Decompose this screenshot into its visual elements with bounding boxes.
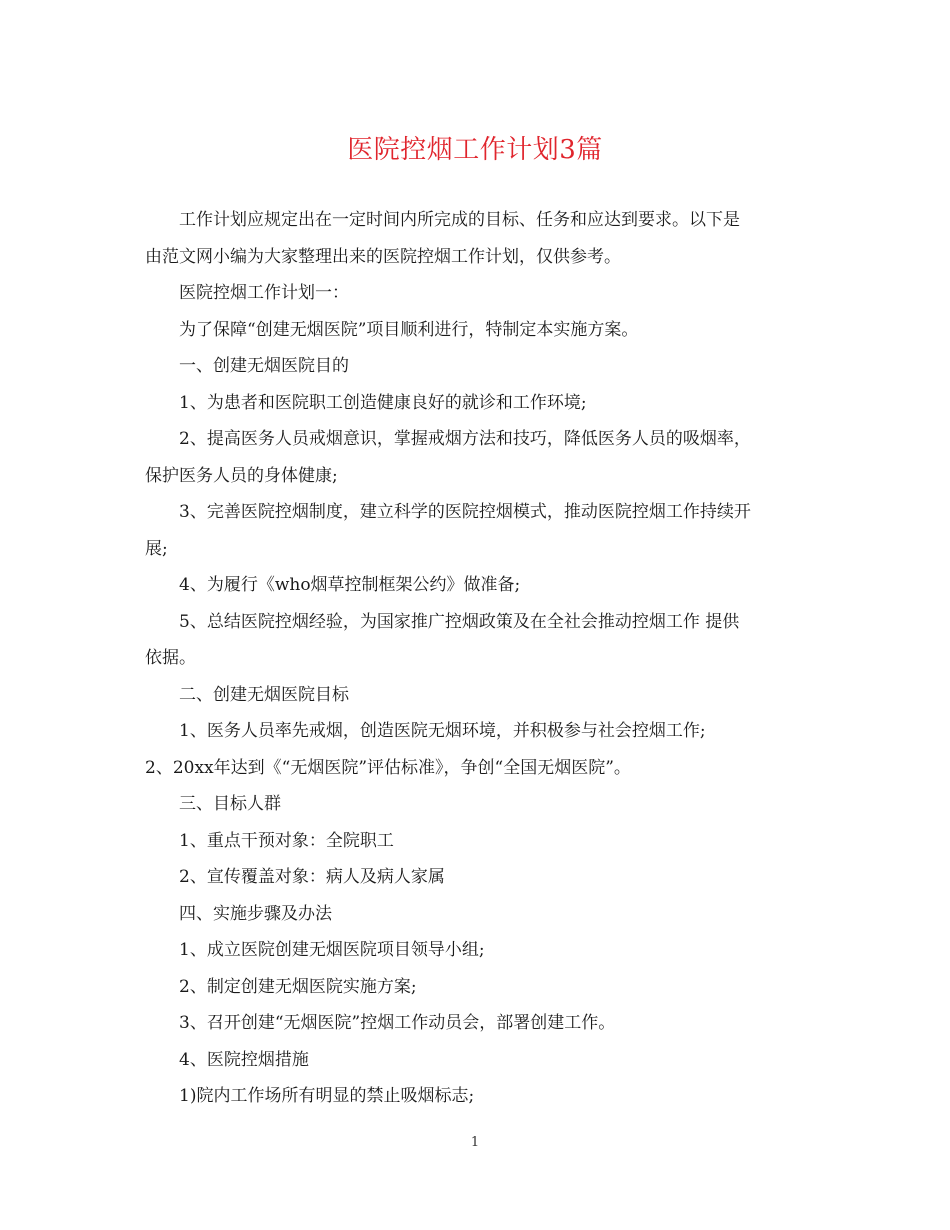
intro-line-1: 工作计划应规定出在一定时间内所完成的目标、任务和应达到要求。以下是 [179, 210, 740, 230]
page-number: 1 [470, 1135, 480, 1150]
section-3-item-2: 2、宣传覆盖对象：病人及病人家属 [179, 867, 445, 887]
section-1-item-3-cont: 展; [145, 538, 168, 559]
section-1-item-2-cont: 保护医务人员的身体健康; [145, 465, 338, 486]
document-title: 医院控烟工作计划3篇 [347, 135, 603, 165]
section-1-item-4: 4、为履行《who烟草控制框架公约》做准备; [179, 575, 521, 595]
section-1-item-5-cont: 依据。 [145, 648, 196, 668]
section-4-item-2: 2、制定创建无烟医院实施方案; [179, 976, 417, 997]
section-3-item-1: 1、重点干预对象：全院职工 [179, 830, 394, 851]
section-1-item-2: 2、提高医务人员戒烟意识，掌握戒烟方法和技巧，降低医务人员的吸烟率， [179, 429, 751, 449]
section-2-heading: 二、创建无烟医院目标 [179, 684, 349, 705]
section-2-item-2: 2、20xx年达到《“无烟医院”评估标准》，争创“全国无烟医院”。 [145, 757, 631, 778]
section-4-item-1: 1、成立医院创建无烟医院项目领导小组; [179, 940, 485, 960]
section-3-heading: 三、目标人群 [179, 794, 281, 814]
section-4-item-3: 3、召开创建“无烟医院”控烟工作动员会，部署创建工作。 [179, 1013, 616, 1033]
section-1-item-5: 5、总结医院控烟经验，为国家推广控烟政策及在全社会推动控烟工作 提供 [179, 611, 740, 632]
section-1-item-1: 1、为患者和医院职工创造健康良好的就诊和工作环境; [179, 392, 587, 413]
section-4-item-5: 1)院内工作场所有明显的禁止吸烟标志; [179, 1086, 475, 1106]
section-1-heading: 一、创建无烟医院目的 [179, 356, 349, 376]
section-1-item-3: 3、完善医院控烟制度，建立科学的医院控烟模式，推动医院控烟工作持续开 [179, 502, 751, 522]
document-body [145, 202, 805, 1115]
plan-heading: 医院控烟工作计划一： [179, 283, 349, 303]
intro-line-2: 由范文网小编为大家整理出来的医院控烟工作计划，仅供参考。 [145, 246, 621, 267]
section-4-heading: 四、实施步骤及办法 [179, 903, 332, 924]
section-2-item-1: 1、医务人员率先戒烟，创造医院无烟环境，并积极参与社会控烟工作; [179, 721, 706, 741]
purpose-paragraph: 为了保障“创建无烟医院”项目顺利进行，特制定本实施方案。 [179, 319, 639, 340]
section-4-item-4: 4、医院控烟措施 [179, 1049, 309, 1070]
